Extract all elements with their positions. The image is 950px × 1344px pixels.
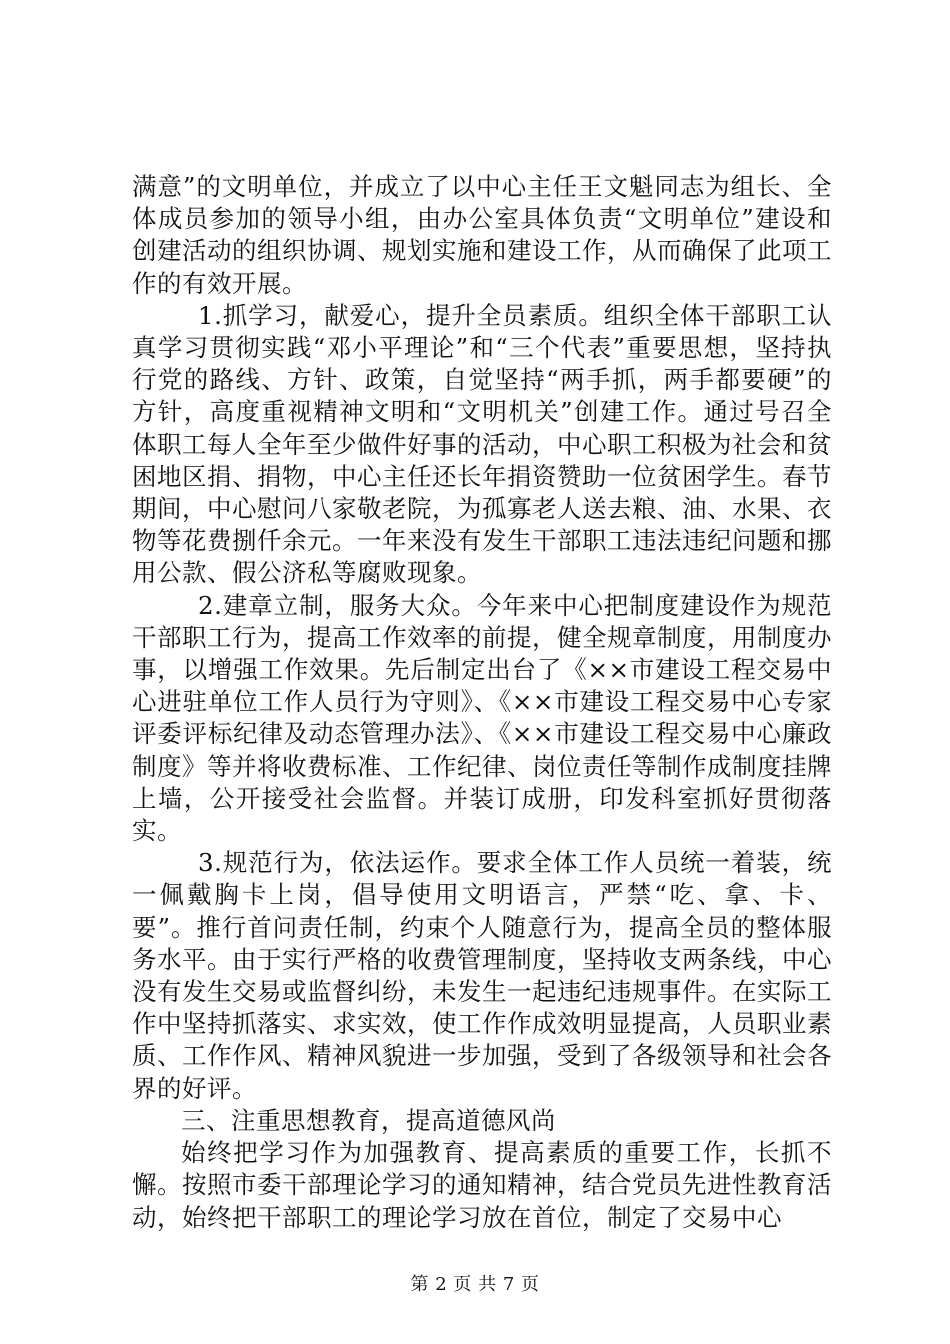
- document-body: [132, 171, 832, 1234]
- section-heading: 三、注重思想教育，提高道德风尚: [181, 1105, 556, 1135]
- paragraph-item-2: 2.建章立制，服务大众。今年来中心把制度建设作为规范干部职工行为，提高工作效率的前提，健全规章制度，用制度办事，以增强工作效果。先后制定出台了《××市建设工程交易中心进驻单位工作人员行为守则》、《××市建设工程交易中心专家评委评标纪律及动态管理办法》、《××市建设工程交易中心廉政制度》等并将收费标准、工作纪律、岗位责任等制作成制度挂牌上墙，公开接受社会监督。并装订成册，印发科室抓好贯彻落实。: [132, 590, 832, 846]
- paragraph-section-3-body: 始终把学习作为加强教育、提高素质的重要工作，长抓不懈。按照市委干部理论学习的通知精神，结合党员先进性教育活动，始终把干部职工的理论学习放在首位，制定了交易中心: [132, 1138, 832, 1232]
- page-number-footer: 第 2 页 共 7 页: [410, 1274, 540, 1295]
- paragraph-item-3: 3.规范行为，依法运作。要求全体工作人员统一着装，统一佩戴胸卡上岗，倡导使用文明语言，严禁“吃、拿、卡、要”。推行首问责任制，约束个人随意行为，提高全员的整体服务水平。由于实行严格的收费管理制度，坚持收支两条线，中心没有发生交易或监督纠纷，未发生一起违纪违规事件。在实际工作中坚持抓落实、求实效，使工作作成效明显提高，人员职业素质、工作作风、精神风貌进一步加强，受到了各级领导和社会各界的好评。: [132, 848, 832, 1103]
- paragraph-continuation: 满意”的文明单位，并成立了以中心主任王文魁同志为组长、全体成员参加的领导小组，由办公室具体负责“文明单位”建设和创建活动的组织协调、规划实施和建设工作，从而确保了此项工作的有效开展。: [132, 172, 832, 298]
- paragraph-item-1: 1.抓学习，献爱心，提升全员素质。组织全体干部职工认真学习贯彻实践“邓小平理论”和“三个代表”重要思想，坚持执行党的路线、方针、政策，自觉坚持“两手抓，两手都要硬”的方针，高度重视精神文明和“文明机关”创建工作。通过号召全体职工每人全年至少做件好事的活动，中心职工积极为社会和贫困地区捐、捐物，中心主任还长年捐资赞助一位贫困学生。春节期间，中心慰问八家敬老院，为孤寡老人送去粮、油、水果、衣物等花费捌仟余元。一年来没有发生干部职工违法违纪问题和挪用公款、假公济私等腐败现象。: [132, 300, 832, 588]
